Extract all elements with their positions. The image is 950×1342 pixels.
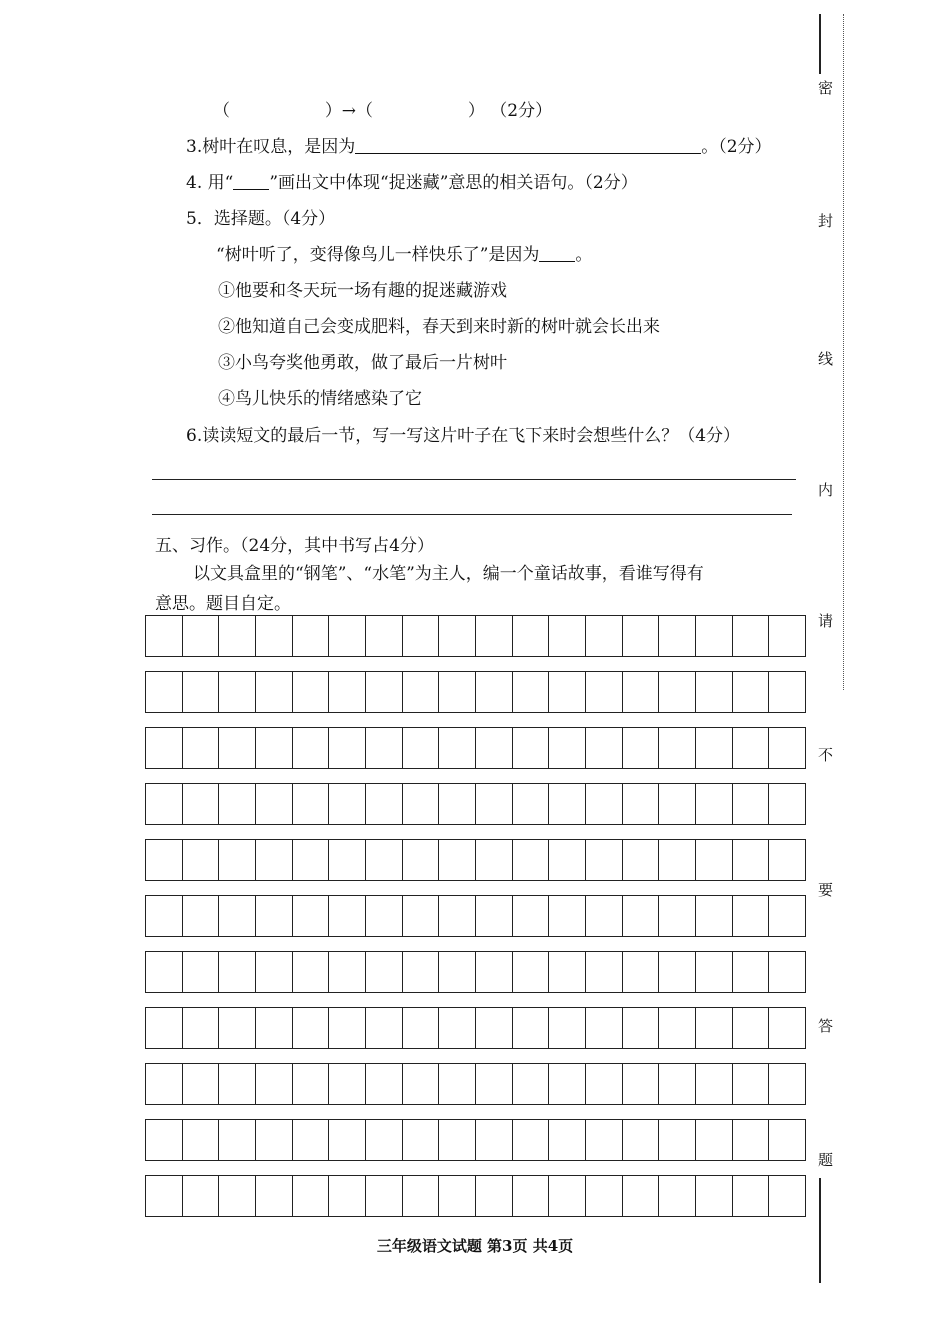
grid-cell[interactable]	[292, 1064, 329, 1104]
grid-cell[interactable]	[732, 840, 769, 880]
grid-cell[interactable]	[402, 840, 439, 880]
grid-cell[interactable]	[255, 784, 292, 824]
grid-cell[interactable]	[585, 1176, 622, 1216]
grid-cell[interactable]	[732, 1008, 769, 1048]
grid-cell[interactable]	[328, 784, 365, 824]
grid-cell[interactable]	[695, 840, 732, 880]
grid-cell[interactable]	[695, 1008, 732, 1048]
grid-cell[interactable]	[182, 672, 219, 712]
grid-cell[interactable]	[255, 616, 292, 656]
q5-stem-end: 。	[575, 245, 593, 265]
grid-cell[interactable]	[402, 784, 439, 824]
grid-cell[interactable]	[365, 672, 402, 712]
grid-cell[interactable]	[732, 1064, 769, 1104]
grid-cell[interactable]	[548, 896, 585, 936]
grid-cell[interactable]	[695, 616, 732, 656]
grid-cell[interactable]	[218, 728, 255, 768]
grid-cell[interactable]	[255, 1064, 292, 1104]
grid-cell[interactable]	[695, 728, 732, 768]
grid-cell[interactable]	[146, 616, 182, 656]
grid-cell[interactable]	[695, 672, 732, 712]
grid-row	[145, 615, 806, 657]
grid-row-gap	[145, 769, 806, 783]
grid-cell[interactable]	[658, 1064, 695, 1104]
grid-row	[145, 839, 806, 881]
grid-cell[interactable]	[768, 840, 805, 880]
grid-row	[145, 727, 806, 769]
grid-cell[interactable]	[658, 1008, 695, 1048]
binding-char: 内	[818, 481, 834, 499]
grid-cell[interactable]	[548, 1176, 585, 1216]
grid-cell[interactable]	[255, 1120, 292, 1160]
grid-row-gap	[145, 825, 806, 839]
grid-cell[interactable]	[365, 896, 402, 936]
grid-cell[interactable]	[292, 728, 329, 768]
grid-cell[interactable]	[438, 1176, 475, 1216]
grid-cell[interactable]	[402, 1176, 439, 1216]
grid-cell[interactable]	[438, 616, 475, 656]
grid-cell[interactable]	[182, 784, 219, 824]
grid-cell[interactable]	[622, 1120, 659, 1160]
grid-row	[145, 783, 806, 825]
grid-cell[interactable]	[218, 952, 255, 992]
q2-close-paren: ）	[467, 101, 485, 121]
grid-cell[interactable]	[402, 1120, 439, 1160]
grid-cell[interactable]	[622, 1064, 659, 1104]
grid-cell[interactable]	[512, 728, 549, 768]
grid-row-gap	[145, 657, 806, 671]
grid-row-gap	[145, 881, 806, 895]
grid-cell[interactable]	[146, 840, 182, 880]
grid-cell[interactable]	[328, 672, 365, 712]
composition-prompt-line-2: 意思。题目自定。	[155, 594, 291, 614]
grid-cell[interactable]	[218, 616, 255, 656]
grid-cell[interactable]	[768, 728, 805, 768]
grid-cell[interactable]	[438, 840, 475, 880]
binding-dotted-line	[843, 14, 844, 690]
q4-text-end: ”画出文中体现“捉迷藏”意思的相关语句。（2分）	[269, 173, 638, 193]
grid-cell[interactable]	[255, 1008, 292, 1048]
grid-cell[interactable]	[768, 952, 805, 992]
grid-cell[interactable]	[768, 1176, 805, 1216]
grid-cell[interactable]	[292, 672, 329, 712]
grid-row-gap	[145, 1105, 806, 1119]
grid-cell[interactable]	[292, 840, 329, 880]
grid-cell[interactable]	[365, 1008, 402, 1048]
grid-cell[interactable]	[548, 616, 585, 656]
binding-char: 请	[818, 612, 834, 630]
grid-cell[interactable]	[585, 784, 622, 824]
grid-cell[interactable]	[512, 952, 549, 992]
binding-line-top	[819, 14, 821, 74]
grid-cell[interactable]	[475, 840, 512, 880]
grid-cell[interactable]	[328, 1064, 365, 1104]
grid-cell[interactable]	[585, 952, 622, 992]
grid-cell[interactable]	[548, 1008, 585, 1048]
grid-cell[interactable]	[146, 672, 182, 712]
grid-cell[interactable]	[548, 1120, 585, 1160]
grid-cell[interactable]	[732, 728, 769, 768]
composition-title: 五、习作。（24分，其中书写占4分）	[155, 536, 434, 556]
grid-cell[interactable]	[365, 840, 402, 880]
grid-cell[interactable]	[146, 1064, 182, 1104]
grid-cell[interactable]	[732, 896, 769, 936]
grid-cell[interactable]	[328, 616, 365, 656]
grid-cell[interactable]	[182, 616, 219, 656]
grid-cell[interactable]	[695, 896, 732, 936]
grid-cell[interactable]	[438, 952, 475, 992]
composition-writing-grid[interactable]	[145, 615, 806, 1217]
binding-char: 封	[818, 212, 834, 230]
binding-char: 不	[818, 746, 834, 764]
grid-cell[interactable]	[365, 784, 402, 824]
grid-cell[interactable]	[292, 784, 329, 824]
grid-cell[interactable]	[658, 952, 695, 992]
page-footer: 三年级语文试题 第3页 共4页	[376, 1237, 574, 1255]
q5-option[interactable]: ①他要和冬天玩一场有趣的捉迷藏游戏	[218, 281, 507, 301]
grid-cell[interactable]	[512, 672, 549, 712]
grid-cell[interactable]	[658, 728, 695, 768]
grid-cell[interactable]	[512, 1120, 549, 1160]
q3-score: 。（2分）	[701, 137, 772, 157]
q5-stem	[216, 244, 592, 266]
grid-row	[145, 1119, 806, 1161]
grid-cell[interactable]	[768, 616, 805, 656]
q5-stem-text: “树叶听了，变得像鸟儿一样快乐了”是因为	[216, 245, 540, 265]
grid-cell[interactable]	[255, 840, 292, 880]
grid-cell[interactable]	[585, 840, 622, 880]
grid-cell[interactable]	[402, 952, 439, 992]
grid-row	[145, 1007, 806, 1049]
q2-score: （2分）	[490, 101, 553, 121]
grid-cell[interactable]	[146, 1008, 182, 1048]
binding-char: 要	[818, 881, 834, 899]
grid-cell[interactable]	[622, 1176, 659, 1216]
grid-cell[interactable]	[402, 616, 439, 656]
grid-cell[interactable]	[622, 896, 659, 936]
grid-cell[interactable]	[548, 1064, 585, 1104]
q5-label: 5．选择题。（4分）	[186, 209, 336, 229]
grid-cell[interactable]	[218, 784, 255, 824]
grid-cell[interactable]	[475, 1064, 512, 1104]
grid-cell[interactable]	[768, 672, 805, 712]
grid-row	[145, 1175, 806, 1217]
grid-cell[interactable]	[365, 952, 402, 992]
q3-answer-blank[interactable]	[355, 137, 701, 154]
q5-answer-blank[interactable]	[539, 245, 575, 262]
grid-cell[interactable]	[622, 728, 659, 768]
grid-cell[interactable]	[438, 784, 475, 824]
binding-char: 线	[818, 350, 834, 368]
grid-row	[145, 951, 806, 993]
q6-answer-line-2[interactable]	[152, 514, 792, 515]
grid-cell[interactable]	[732, 1176, 769, 1216]
grid-cell[interactable]	[768, 896, 805, 936]
grid-cell[interactable]	[768, 784, 805, 824]
grid-cell[interactable]	[146, 784, 182, 824]
grid-cell[interactable]	[585, 1120, 622, 1160]
grid-cell[interactable]	[585, 1008, 622, 1048]
grid-cell[interactable]	[732, 616, 769, 656]
grid-cell[interactable]	[255, 728, 292, 768]
grid-cell[interactable]	[218, 840, 255, 880]
binding-line-bottom	[819, 1178, 821, 1283]
q6-answer-line-1[interactable]	[152, 479, 796, 480]
grid-cell[interactable]	[365, 1120, 402, 1160]
grid-row	[145, 895, 806, 937]
grid-cell[interactable]	[292, 1120, 329, 1160]
q2-arrow: ）→（	[324, 101, 374, 121]
q3-label: 3.树叶在叹息，是因为	[186, 137, 356, 157]
grid-cell[interactable]	[182, 1008, 219, 1048]
grid-cell[interactable]	[182, 896, 219, 936]
grid-cell[interactable]	[622, 840, 659, 880]
grid-cell[interactable]	[328, 1008, 365, 1048]
q4-text-start: 4. 用“	[186, 173, 234, 193]
grid-cell[interactable]	[512, 1176, 549, 1216]
grid-cell[interactable]	[365, 728, 402, 768]
grid-cell[interactable]	[402, 896, 439, 936]
q4-mark-blank[interactable]	[233, 173, 269, 190]
grid-cell[interactable]	[438, 1120, 475, 1160]
binding-char: 题	[818, 1151, 834, 1169]
q4-line	[186, 172, 638, 194]
grid-cell[interactable]	[328, 728, 365, 768]
grid-cell[interactable]	[182, 1176, 219, 1216]
q6-label: 6.读读短文的最后一节，写一写这片叶子在飞下来时会想些什么？（4分）	[186, 426, 741, 446]
grid-cell[interactable]	[475, 784, 512, 824]
binding-char: 密	[818, 79, 834, 97]
grid-cell[interactable]	[255, 952, 292, 992]
grid-cell[interactable]	[328, 840, 365, 880]
grid-cell[interactable]	[292, 616, 329, 656]
grid-cell[interactable]	[182, 728, 219, 768]
q5-option[interactable]: ④鸟儿快乐的情绪感染了它	[218, 389, 422, 409]
grid-cell[interactable]	[512, 1064, 549, 1104]
grid-cell[interactable]	[146, 952, 182, 992]
q2-open-paren: （	[213, 101, 230, 121]
grid-cell[interactable]	[438, 896, 475, 936]
grid-cell[interactable]	[695, 1064, 732, 1104]
grid-cell[interactable]	[146, 728, 182, 768]
grid-cell[interactable]	[732, 784, 769, 824]
grid-cell[interactable]	[768, 1008, 805, 1048]
grid-cell[interactable]	[328, 896, 365, 936]
grid-cell[interactable]	[182, 952, 219, 992]
grid-cell[interactable]	[475, 1120, 512, 1160]
grid-cell[interactable]	[255, 1176, 292, 1216]
grid-cell[interactable]	[255, 896, 292, 936]
grid-cell[interactable]	[658, 1176, 695, 1216]
grid-cell[interactable]	[695, 784, 732, 824]
grid-cell[interactable]	[768, 1064, 805, 1104]
grid-row	[145, 1063, 806, 1105]
grid-cell[interactable]	[475, 1176, 512, 1216]
grid-cell[interactable]	[512, 840, 549, 880]
composition-prompt-line-1: 以文具盒里的“钢笔”、“水笔”为主人，编一个童话故事，看谁写得有	[193, 564, 704, 584]
grid-cell[interactable]	[328, 1176, 365, 1216]
grid-cell[interactable]	[292, 1008, 329, 1048]
grid-cell[interactable]	[182, 840, 219, 880]
grid-cell[interactable]	[475, 1008, 512, 1048]
grid-cell[interactable]	[695, 1176, 732, 1216]
grid-row-gap	[145, 713, 806, 727]
grid-cell[interactable]	[658, 840, 695, 880]
grid-row-gap	[145, 993, 806, 1007]
grid-cell[interactable]	[512, 896, 549, 936]
grid-cell[interactable]	[512, 784, 549, 824]
grid-cell[interactable]	[475, 896, 512, 936]
grid-cell[interactable]	[292, 1176, 329, 1216]
grid-cell[interactable]	[622, 1008, 659, 1048]
grid-cell[interactable]	[292, 952, 329, 992]
grid-cell[interactable]	[365, 1176, 402, 1216]
grid-cell[interactable]	[585, 616, 622, 656]
grid-cell[interactable]	[585, 728, 622, 768]
grid-row-gap	[145, 1049, 806, 1063]
grid-cell[interactable]	[732, 672, 769, 712]
grid-cell[interactable]	[438, 672, 475, 712]
grid-cell[interactable]	[695, 1120, 732, 1160]
grid-row-gap	[145, 937, 806, 951]
grid-cell[interactable]	[732, 1120, 769, 1160]
grid-cell[interactable]	[475, 672, 512, 712]
q5-option[interactable]: ②他知道自己会变成肥料，春天到来时新的树叶就会长出来	[218, 317, 660, 337]
grid-cell[interactable]	[585, 1064, 622, 1104]
grid-cell[interactable]	[365, 1064, 402, 1104]
grid-cell[interactable]	[146, 1120, 182, 1160]
grid-cell[interactable]	[548, 952, 585, 992]
grid-cell[interactable]	[402, 1008, 439, 1048]
grid-cell[interactable]	[548, 840, 585, 880]
grid-cell[interactable]	[182, 1064, 219, 1104]
grid-cell[interactable]	[438, 728, 475, 768]
grid-cell[interactable]	[182, 1120, 219, 1160]
grid-cell[interactable]	[402, 1064, 439, 1104]
grid-cell[interactable]	[365, 616, 402, 656]
q3-line	[186, 136, 772, 158]
grid-cell[interactable]	[658, 616, 695, 656]
grid-cell[interactable]	[146, 896, 182, 936]
grid-cell[interactable]	[402, 728, 439, 768]
grid-cell[interactable]	[548, 672, 585, 712]
q2-answer-line	[213, 100, 552, 122]
grid-cell[interactable]	[658, 784, 695, 824]
grid-row-gap	[145, 1161, 806, 1175]
grid-cell[interactable]	[218, 1064, 255, 1104]
grid-cell[interactable]	[218, 1120, 255, 1160]
grid-cell[interactable]	[475, 952, 512, 992]
grid-cell[interactable]	[622, 672, 659, 712]
binding-char: 答	[818, 1017, 834, 1035]
grid-cell[interactable]	[218, 1008, 255, 1048]
grid-cell[interactable]	[475, 616, 512, 656]
grid-cell[interactable]	[658, 672, 695, 712]
grid-cell[interactable]	[512, 1008, 549, 1048]
grid-cell[interactable]	[402, 672, 439, 712]
grid-cell[interactable]	[768, 1120, 805, 1160]
grid-cell[interactable]	[146, 1176, 182, 1216]
grid-cell[interactable]	[438, 1064, 475, 1104]
grid-cell[interactable]	[732, 952, 769, 992]
grid-cell[interactable]	[512, 616, 549, 656]
grid-cell[interactable]	[622, 952, 659, 992]
grid-cell[interactable]	[622, 616, 659, 656]
grid-cell[interactable]	[548, 784, 585, 824]
grid-cell[interactable]	[328, 1120, 365, 1160]
grid-row	[145, 671, 806, 713]
grid-cell[interactable]	[585, 672, 622, 712]
grid-cell[interactable]	[438, 1008, 475, 1048]
grid-cell[interactable]	[218, 672, 255, 712]
grid-cell[interactable]	[622, 784, 659, 824]
grid-cell[interactable]	[255, 672, 292, 712]
grid-cell[interactable]	[218, 1176, 255, 1216]
grid-cell[interactable]	[658, 896, 695, 936]
grid-cell[interactable]	[475, 728, 512, 768]
grid-cell[interactable]	[328, 952, 365, 992]
q5-option[interactable]: ③小鸟夸奖他勇敢，做了最后一片树叶	[218, 353, 507, 373]
grid-cell[interactable]	[658, 1120, 695, 1160]
grid-cell[interactable]	[218, 896, 255, 936]
grid-cell[interactable]	[695, 952, 732, 992]
grid-cell[interactable]	[548, 728, 585, 768]
grid-cell[interactable]	[292, 896, 329, 936]
grid-cell[interactable]	[585, 896, 622, 936]
